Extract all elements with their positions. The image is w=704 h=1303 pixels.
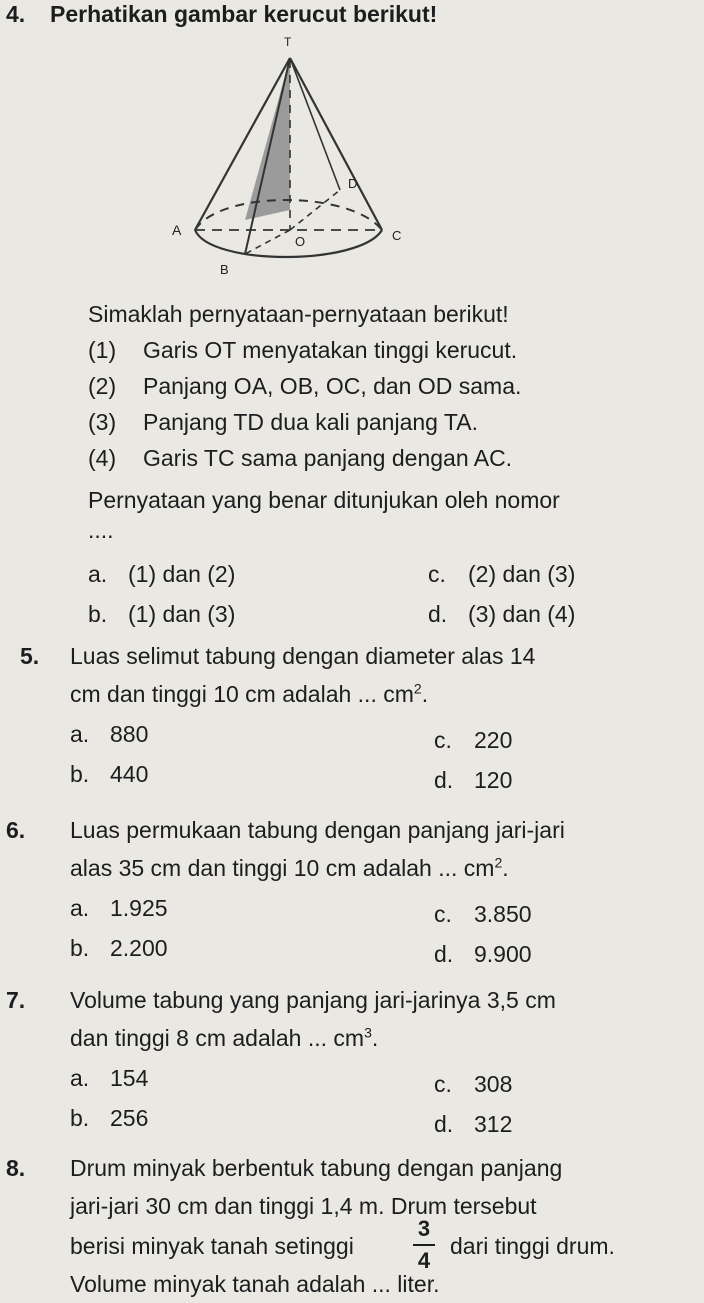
q4-ellipsis: .... [88,517,114,543]
q8-line3-before: berisi minyak tanah setinggi [70,1233,354,1259]
radius-OD [290,190,340,230]
slant-right [290,58,382,230]
label-A: A [172,222,182,238]
q4-option-b[interactable]: b. (1) dan (3) [88,601,236,627]
q4-statement-3: Panjang TD dua kali panjang TA. [143,409,479,435]
q4-instruction: Simaklah pernyataan-pernyataan berikut! [88,301,509,327]
q5-line2: cm dan tinggi 10 cm adalah ... $cm^2$. [70,680,429,707]
q7-option-d[interactable]: d. 312 [434,1111,513,1137]
q5-line1: Luas selimut tabung dengan diameter alas 14 [70,643,536,669]
q4-option-c[interactable]: c. (2) dan (3) [428,561,576,587]
label-D: D [348,176,358,191]
q6-option-d[interactable]: d. 9.900 [434,941,532,967]
q6-option-b[interactable]: b. 2.200 [70,935,168,961]
q8-line3-after: dari tinggi drum. [450,1233,615,1259]
q4-option-d[interactable]: d. (3) dan (4) [428,601,576,627]
q7-line2: dan tinggi 8 cm adalah ... $cm^3$. [70,1024,379,1051]
label-B: B [220,262,229,277]
q4-prompt: Perhatikan gambar kerucut berikut! [50,1,438,27]
cone-base-front [195,230,382,257]
q7-option-c[interactable]: c. 308 [434,1071,513,1097]
line-TD [290,58,340,190]
q5-option-d[interactable]: d. 120 [434,767,513,793]
cone-figure [150,30,410,280]
radius-OB [245,230,290,254]
q6-option-a[interactable]: a. 1.925 [70,895,168,921]
q8-number: 8. [6,1155,26,1181]
shaded-triangle [245,58,290,220]
q6-line1: Luas permukaan tabung dengan panjang jari-jari [70,817,565,843]
q8-line1: Drum minyak berbentuk tabung dengan panjang [70,1155,563,1181]
q8-fraction: 3 4 [413,1216,435,1274]
q4-statement-4-no: (4) [88,445,117,471]
q8-line2: jari-jari 30 cm dan tinggi 1,4 m. Drum tersebut [70,1193,537,1219]
q5-option-b[interactable]: b. 440 [70,761,149,787]
q4-statement-2: Panjang OA, OB, OC, dan OD sama. [143,373,522,399]
q4-statement-4: Garis TC sama panjang dengan AC. [143,445,513,471]
q8-line4: Volume minyak tanah adalah ... liter. [70,1271,440,1297]
q7-number: 7. [6,987,26,1013]
q4-statement-2-no: (2) [88,373,117,399]
q7-option-a[interactable]: a. 154 [70,1065,149,1091]
label-C: C [392,228,402,243]
q7-option-b[interactable]: b. 256 [70,1105,149,1131]
label-O: O [295,234,306,249]
q4-statement-1-no: (1) [88,337,117,363]
q5-option-a[interactable]: a. 880 [70,721,149,747]
label-T: T [284,35,292,49]
q6-line2: alas 35 cm dan tinggi 10 cm adalah ... $cm^2$. [70,854,509,881]
q4-statement-3-no: (3) [88,409,117,435]
q4-number: 4. [6,1,26,27]
q5-option-c[interactable]: c. 220 [434,727,513,753]
q4-statement-1: Garis OT menyatakan tinggi kerucut. [143,337,518,363]
q5-number: 5. [20,643,40,669]
q4-option-a[interactable]: a. (1) dan (2) [88,561,236,587]
q6-option-c[interactable]: c. 3.850 [434,901,532,927]
q6-number: 6. [6,817,26,843]
q7-line1: Volume tabung yang panjang jari-jarinya 3,5 cm [70,987,556,1013]
q4-question: Pernyataan yang benar ditunjukan oleh nomor [88,487,560,513]
